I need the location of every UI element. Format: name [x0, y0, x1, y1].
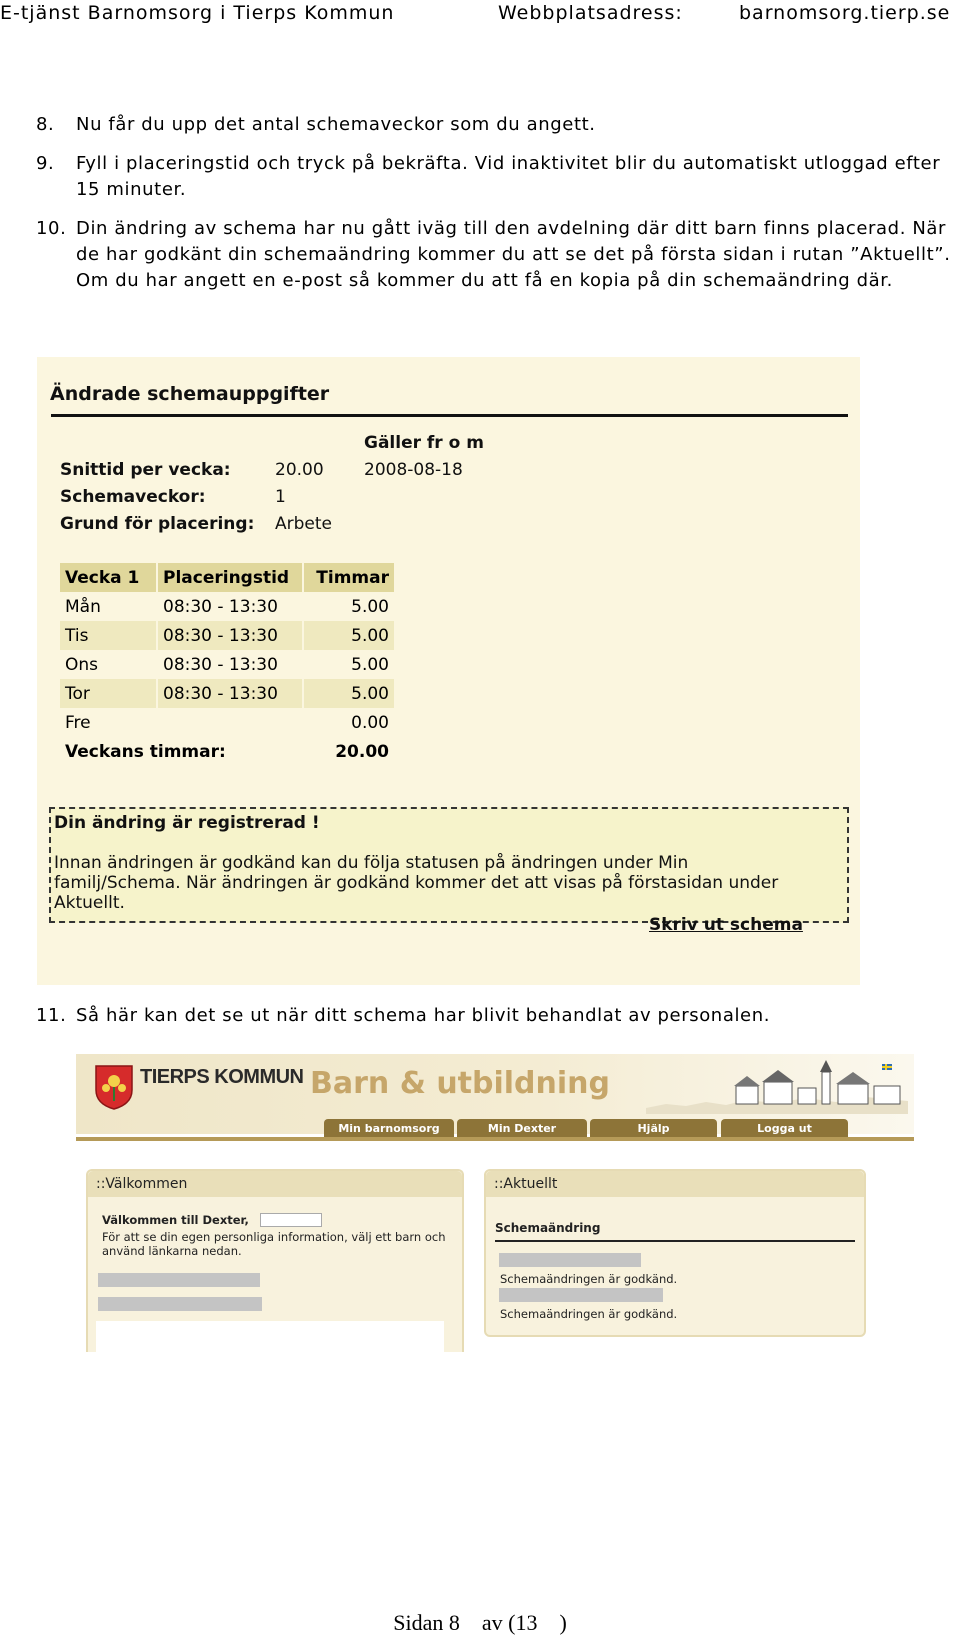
step-text: Så här kan det se ut när ditt schema har blivit behandlat av personalen.	[76, 1005, 771, 1026]
total-value: 20.00	[303, 737, 395, 766]
welcome-panel	[86, 1169, 464, 1352]
municipality-logo-text: TIERPS KOMMUN	[140, 1066, 304, 1088]
header-address: barnomsorg.tierp.se	[739, 2, 951, 24]
table-row	[60, 621, 395, 650]
hours-cell: 5.00	[303, 592, 395, 621]
time-cell: 08:30 - 13:30	[157, 650, 303, 679]
schedule-confirmation-screenshot	[37, 357, 860, 985]
news-divider	[495, 1240, 855, 1242]
step-9	[36, 151, 956, 203]
town-skyline-illustration	[646, 1058, 908, 1114]
valid-from-date: 2008-08-18	[364, 460, 463, 480]
time-cell	[157, 708, 303, 737]
step-number: 10.	[36, 218, 67, 239]
header-address-label: Webbplatsadress:	[498, 2, 683, 24]
time-cell: 08:30 - 13:30	[157, 679, 303, 708]
hours-cell: 5.00	[303, 621, 395, 650]
news-title: Schemaändring	[495, 1221, 601, 1235]
step-11	[36, 1003, 956, 1029]
step-text: Nu får du upp det antal schemaveckor som du angett.	[76, 114, 596, 135]
banner-title: Barn & utbildning	[310, 1066, 610, 1101]
total-row	[60, 737, 395, 766]
day-cell: Tor	[60, 679, 157, 708]
user-name-field	[260, 1213, 322, 1227]
step-text: Fyll i placeringstid och tryck på bekräfta. Vid inaktivitet blir du automatiskt utloggad efter 15 minuter.	[76, 153, 941, 200]
schedule-title: Ändrade schemauppgifter	[50, 383, 330, 405]
step-10	[36, 216, 956, 320]
time-cell: 08:30 - 13:30	[157, 592, 303, 621]
news-item-placeholder	[499, 1253, 641, 1267]
news-panel-header: ::Aktuellt	[486, 1171, 864, 1197]
news-item-text: Schemaändringen är godkänd.	[500, 1272, 678, 1286]
page-footer: Sidan 8 av (13 )	[393, 1610, 567, 1635]
table-row	[60, 650, 395, 679]
welcome-title: Välkommen till Dexter,	[102, 1213, 249, 1227]
child-link-placeholder[interactable]	[98, 1273, 260, 1287]
table-row	[60, 679, 395, 708]
registered-title: Din ändring är registrerad !	[54, 813, 320, 833]
time-cell: 08:30 - 13:30	[157, 621, 303, 650]
avg-value: 20.00	[275, 460, 324, 480]
tab-help[interactable]: Hjälp	[590, 1119, 717, 1137]
schedule-table	[60, 563, 396, 766]
registered-notice	[49, 807, 849, 923]
total-label: Veckans timmar:	[60, 737, 303, 766]
reason-label: Grund för placering:	[60, 514, 255, 534]
portal-screenshot	[76, 1054, 914, 1350]
tab-min-barnomsorg[interactable]: Min barnomsorg	[324, 1119, 454, 1137]
registered-text: Innan ändringen är godkänd kan du följa statusen på ändringen under Min familj/Schema. När ändringen är godkänd kommer det att visas på förstasidan under Aktuellt.	[54, 853, 779, 913]
welcome-content-area	[96, 1321, 444, 1352]
header-site-name: E-tjänst Barnomsorg i Tierps Kommun	[0, 2, 395, 24]
title-divider	[51, 414, 848, 417]
valid-from-label: Gäller fr o m	[364, 433, 484, 453]
day-cell: Ons	[60, 650, 157, 679]
weeks-label: Schemaveckor:	[60, 487, 206, 507]
hours-cell: 5.00	[303, 679, 395, 708]
table-row	[60, 592, 395, 621]
news-item-placeholder	[499, 1288, 663, 1302]
news-item-text: Schemaändringen är godkänd.	[500, 1307, 678, 1321]
column-header: Placeringstid	[157, 563, 303, 592]
day-cell: Tis	[60, 621, 157, 650]
hours-cell: 0.00	[303, 708, 395, 737]
step-number: 8.	[36, 114, 55, 135]
hours-cell: 5.00	[303, 650, 395, 679]
step-text: Din ändring av schema har nu gått iväg till den avdelning där ditt barn finns placerad. När de har godkänt din schemaändring kommer du att se det på första sidan i rutan ”Aktuellt”. Om du har angett en e-post så kommer du att få en kopia på din schemaändring där.	[76, 218, 951, 291]
portal-nav	[76, 1119, 914, 1141]
news-panel	[484, 1169, 866, 1337]
print-schedule-link[interactable]: Skriv ut schema	[649, 915, 803, 935]
day-cell: Fre	[60, 708, 157, 737]
municipality-crest-icon	[94, 1064, 134, 1110]
avg-label: Snittid per vecka:	[60, 460, 231, 480]
weeks-value: 1	[275, 487, 286, 507]
column-header: Timmar	[303, 563, 395, 592]
step-number: 11.	[36, 1005, 67, 1026]
tab-logout[interactable]: Logga ut	[721, 1119, 848, 1137]
day-cell: Mån	[60, 592, 157, 621]
column-header: Vecka 1	[60, 563, 157, 592]
welcome-panel-header: ::Välkommen	[88, 1171, 462, 1197]
step-number: 9.	[36, 153, 55, 174]
step-8	[36, 112, 956, 138]
child-link-placeholder[interactable]	[98, 1297, 262, 1311]
reason-value: Arbete	[275, 514, 332, 534]
table-row	[60, 708, 395, 737]
tab-min-dexter[interactable]: Min Dexter	[457, 1119, 587, 1137]
table-header-row	[60, 563, 395, 592]
welcome-text: För att se din egen personliga information, välj ett barn och använd länkarna nedan.	[102, 1230, 446, 1258]
